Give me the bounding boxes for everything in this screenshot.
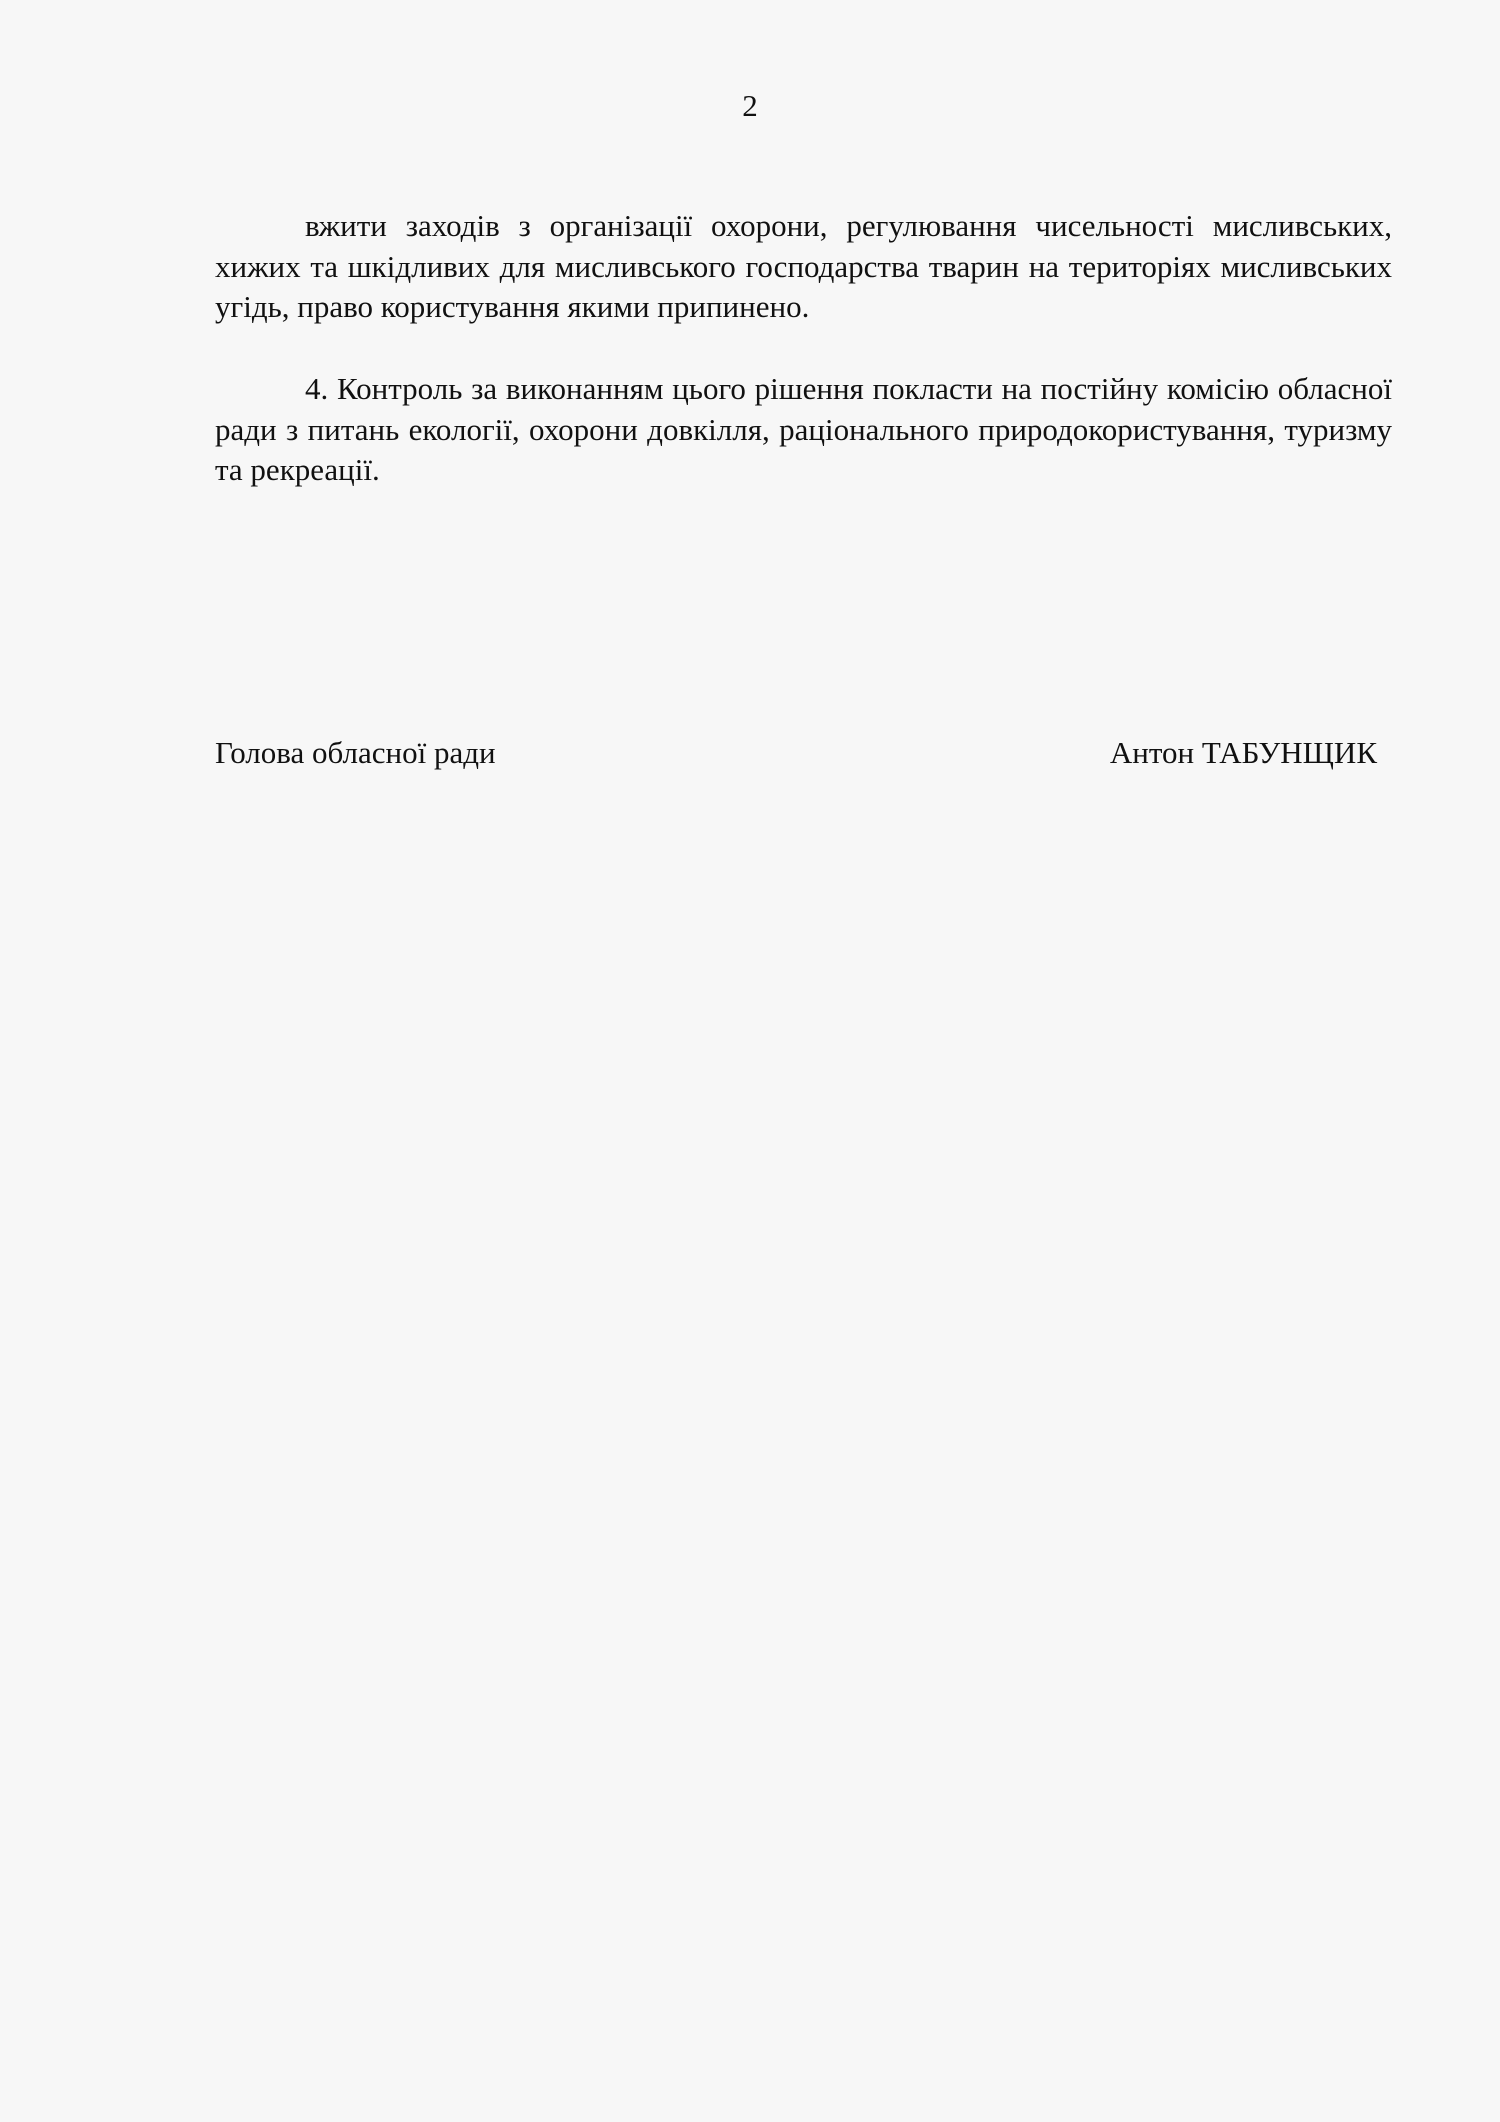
page-number: 2 xyxy=(742,88,758,123)
signature-block xyxy=(215,733,1377,773)
signatory-name: Антон ТАБУНЩИК xyxy=(1109,735,1377,770)
paragraph-continuation: вжити заходів з організації охорони, регулювання чисельності мисливських, хижих та шкідливих для мисливського господарства тварин на територіях мисливських угідь, право користування якими припинено. xyxy=(215,208,1392,324)
paragraph-continuation-block xyxy=(215,206,1392,328)
signatory-position: Голова обласної ради xyxy=(215,735,496,770)
paragraph-item-4-block xyxy=(215,369,1392,491)
paragraph-item-4: 4. Контроль за виконанням цього рішення покласти на постійну комісію обласної ради з питань екології, охорони довкілля, раціонального природокористування, туризму та рекреації. xyxy=(215,371,1392,487)
